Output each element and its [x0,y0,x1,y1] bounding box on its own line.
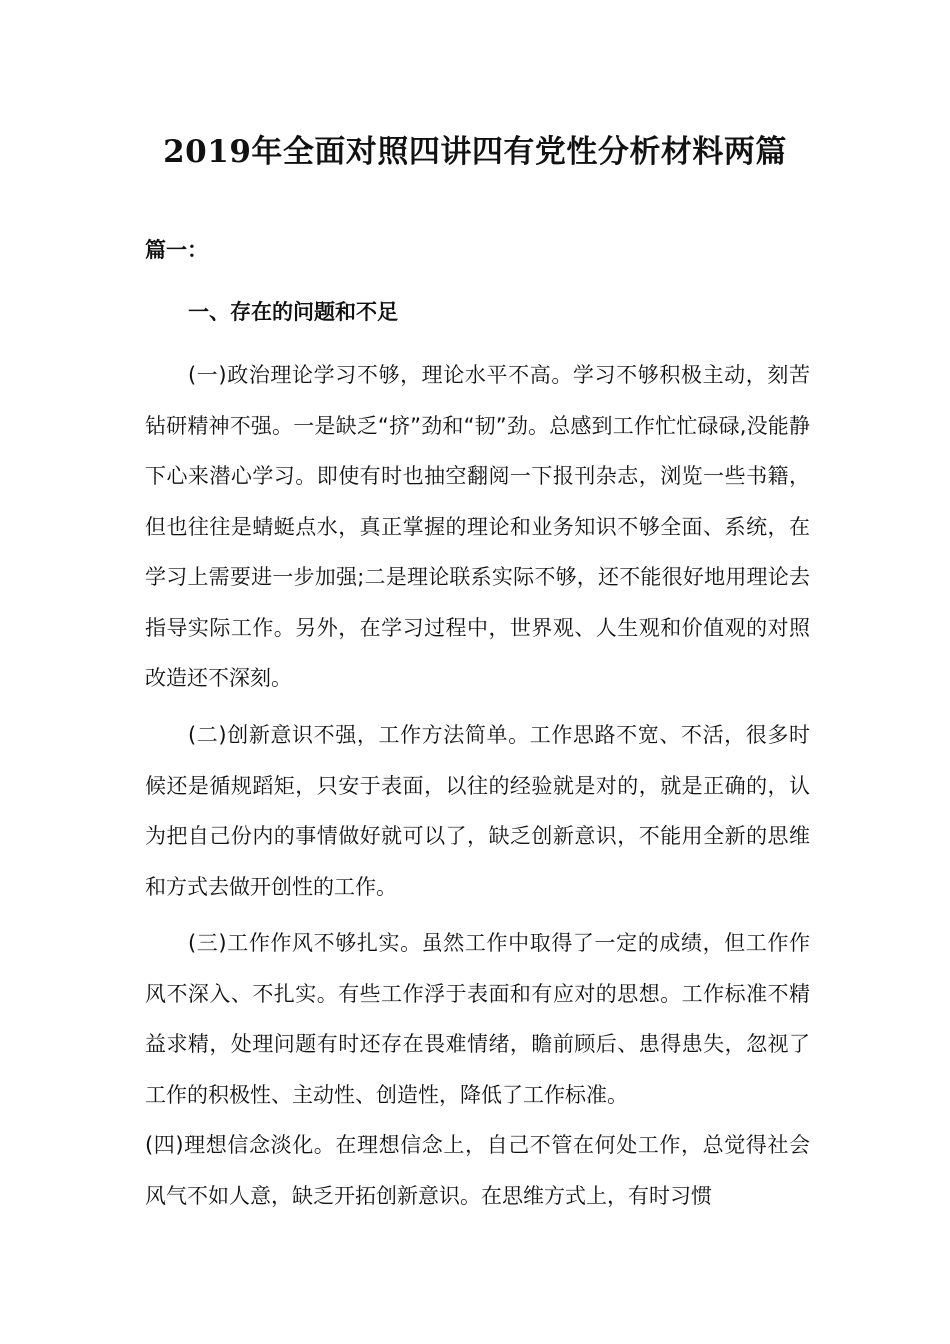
paragraph-3-block [145,918,810,1221]
piece-label: 篇一： [145,238,208,262]
paragraph: (二)创新意识不强，工作方法简单。工作思路不宽、不活，很多时候还是循规蹈矩，只安于表面，以往的经验就是对的，就是正确的，认为把自己份内的事情做好就可以了，缺乏创新意识，不能用全新的思维和方式去做开创性的工作。 [145,723,810,899]
section-heading: 一、存在的问题和不足 [188,300,398,324]
paragraph-2-block [145,710,810,912]
paragraph: (三)工作作风不够扎实。虽然工作中取得了一定的成绩，但工作作风不深入、不扎实。有些工作浮于表面和有应对的思想。工作标准不精益求精，处理问题有时还存在畏难情绪，瞻前顾后、患得患失，忽视了工作的积极性、主动性、创造性，降低了工作标准。 [145,931,810,1107]
paragraph-1-block [145,350,810,704]
paragraph: (一)政治理论学习不够，理论水平不高。学习不够积极主动，刻苦钻研精神不强。一是缺乏“挤”劲和“韧”劲。总感到工作忙忙碌碌,没能静下心来潜心学习。即使有时也抽空翻阅一下报刊杂志，浏览一些书籍，但也往往是蜻蜓点水，真正掌握的理论和业务知识不够全面、系统，在学习上需要进一步加强;二是理论联系实际不够，还不能很好地用理论去指导实际工作。另外，在学习过程中，世界观、人生观和价值观的对照改造还不深刻。 [145,363,810,690]
paragraph: (四)理想信念淡化。在理想信念上，自己不管在何处工作，总觉得社会风气不如人意，缺乏开拓创新意识。在思维方式上，有时习惯 [145,1133,810,1208]
document-title: 2019年全面对照四讲四有党性分析材料两篇 [163,134,787,170]
